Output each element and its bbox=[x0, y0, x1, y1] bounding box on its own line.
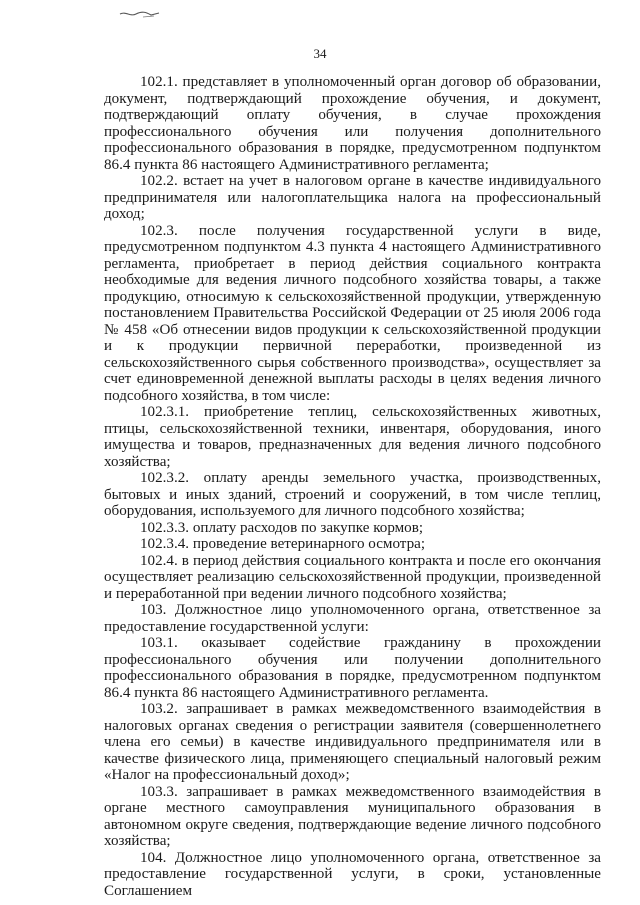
paragraph-102-3-2: 102.3.2. оплату аренды земельного участка, производственных, бытовых и иных зданий, строений и сооружений, в том числе теплиц, оборудования, используемого для личного подсобного хозяйства; bbox=[104, 470, 601, 519]
paragraph-102-1: 102.1. представляет в уполномоченный орган договор об образовании, документ, подтверждающий прохождение обучения, и документ, подтверждающий оплату обучения, в случае прохождения профессионального обучения или получения дополнительного профессионального образования в порядке, предусмотренном подпунктом 86.4 пункта 86 настоящего Административного регламента; bbox=[104, 74, 601, 173]
paragraph-103: 103. Должностное лицо уполномоченного органа, ответственное за предоставление государственной услуги: bbox=[104, 602, 601, 635]
paragraph-103-2: 103.2. запрашивает в рамках межведомственного взаимодействия в налоговых органах сведения о регистрации заявителя (совершеннолетнего члена его семьи) в качестве индивидуального предпринимателя или в качестве физического лица, применяющего специальный налоговый режим «Налог на профессиональный доход»; bbox=[104, 701, 601, 783]
paragraph-102-4: 102.4. в период действия социального контракта и после его окончания осуществляет реализацию сельскохозяйственной продукции, произведенной и переработанной при ведении личного подсобного хозяйства; bbox=[104, 552, 601, 602]
paragraph-102-3: 102.3. после получения государственной услуги в виде, предусмотренном подпунктом 4.3 пункта 4 настоящего Административного регламента, приобретает в период действия социального контракта необходимые для ведения личного подсобного хозяйства товары, а также продукцию, относимую к сельскохозяйственной продукции, утвержденную постановлением Правительства Российской Федерации от 25 июля 2006 года № 458 «Об отнесении видов продукции к сельскохозяйственной продукции и к продукции первичной переработки, произведенной из сельскохозяйственного сырья собственного производства», осуществляет за счет единовременной денежной выплаты расходы в целях ведения личного подсобного хозяйства, в том числе: bbox=[104, 222, 601, 404]
paragraph-104: 104. Должностное лицо уполномоченного органа, ответственное за предоставление государственной услуги, в сроки, установленные Соглашением bbox=[104, 849, 601, 899]
paragraph-102-3-4: 102.3.4. проведение ветеринарного осмотра; bbox=[140, 536, 426, 552]
paragraph-103-3: 103.3. запрашивает в рамках межведомственного взаимодействия в органе местного самоуправления муниципального образования в автономном округе сведения, подтверждающие ведение личного подсобного хозяйства; bbox=[104, 783, 601, 849]
handwritten-mark bbox=[118, 6, 162, 20]
paragraph-102-2: 102.2. встает на учет в налоговом органе в качестве индивидуального предпринимателя или налогоплательщика налога на профессиональный доход; bbox=[104, 173, 601, 222]
paragraph-102-3-3: 102.3.3. оплату расходов по закупке кормов; bbox=[140, 519, 424, 536]
paragraph-103-1: 103.1. оказывает содействие гражданину в прохождении профессионального обучения или получении дополнительного профессионального образования в порядке, предусмотренном подпунктом 86.4 пункта 86 настоящего Административного регламента. bbox=[104, 635, 601, 701]
paragraph-102-3-1: 102.3.1. приобретение теплиц, сельскохозяйственных животных, птицы, сельскохозяйственной техники, инвентаря, оборудования, иного имущества и товаров, предназначенных для ведения личного подсобного хозяйства; bbox=[104, 404, 601, 470]
document-body bbox=[104, 74, 601, 899]
page-number: 34 bbox=[313, 46, 327, 61]
